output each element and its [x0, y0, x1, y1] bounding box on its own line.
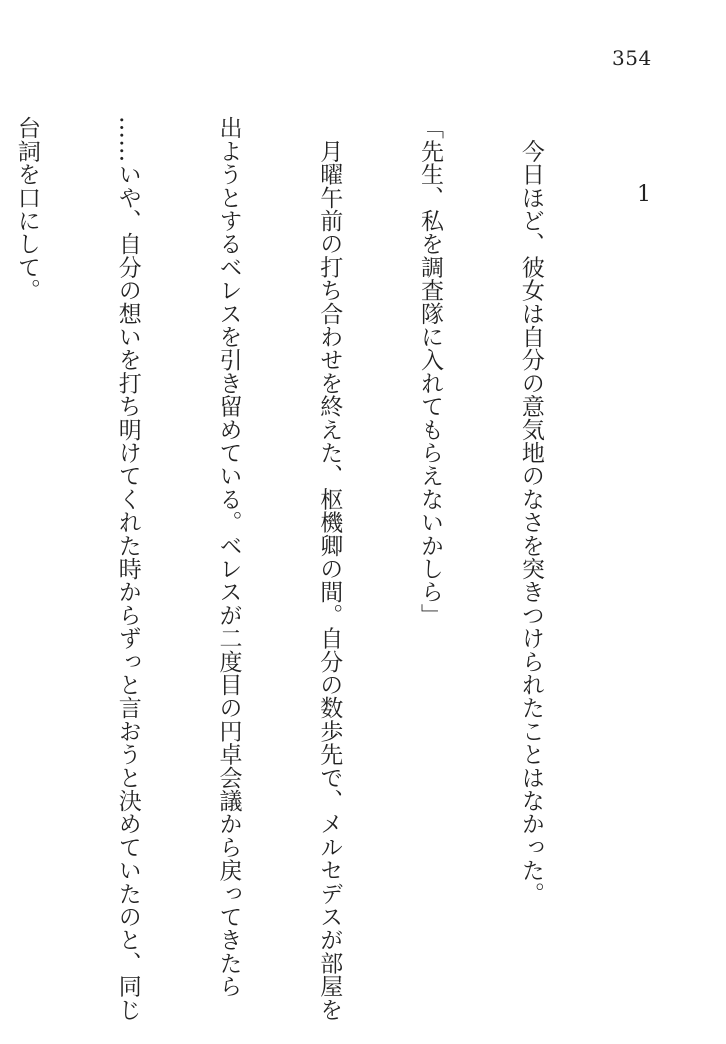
- text-line: 台詞を口にして。: [13, 116, 40, 302]
- text-line: 「先生、私を調査隊に入れてもらえないかしら」: [417, 116, 444, 627]
- text-line: 今日ほど、彼女は自分の意気地のなさを突きつけられたことはなかった。: [517, 116, 544, 905]
- chapter-number: 1: [637, 182, 651, 207]
- page-number: 354: [612, 46, 652, 70]
- body-text: [0, 116, 614, 1021]
- text-line: 月曜午前の打ち合わせを終えた、枢機卿の間。自分の数歩先で、メルセデスが部屋を: [316, 116, 343, 1021]
- text-line: 出ようとするベレスを引き留めている。ベレスが二度目の円卓会議から戻ってきたら: [215, 116, 242, 998]
- text-line: ……いや、自分の想いを打ち明けてくれた時からずっと言おうと決めていたのと、同じ: [114, 116, 141, 1021]
